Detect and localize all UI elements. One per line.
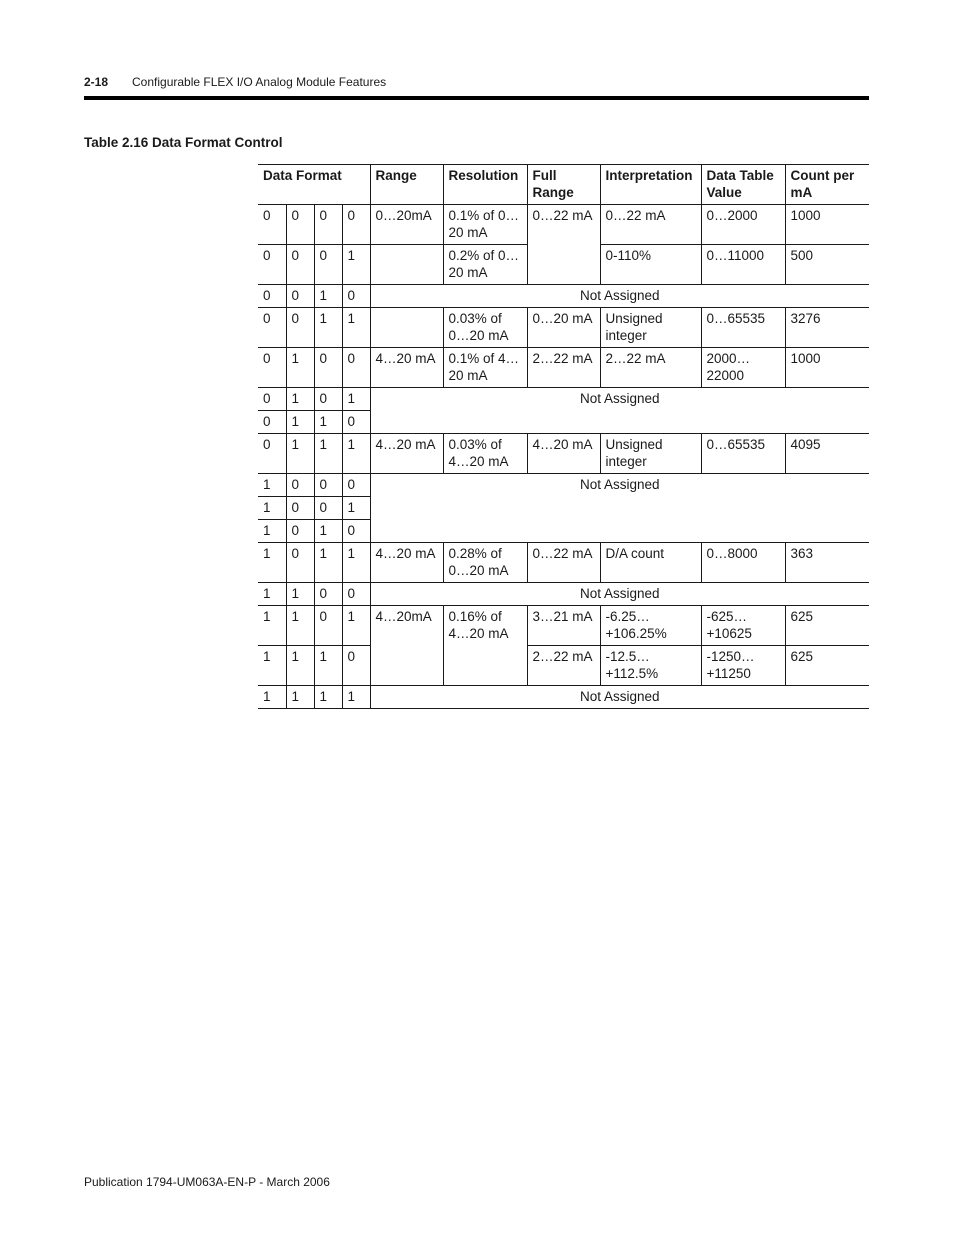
data-table-value-cell: 2000… 22000 <box>701 348 785 388</box>
bit-cell: 1 <box>286 646 314 686</box>
resolution-cell: 0.1% of 4…20 mA <box>443 348 527 388</box>
col-header-data-table-value: Data Table Value <box>701 165 785 205</box>
bit-cell: 0 <box>342 646 370 686</box>
interpretation-cell: 0…22 mA <box>600 205 701 245</box>
interpretation-cell: Unsigned integer <box>600 308 701 348</box>
bit-cell: 1 <box>286 434 314 474</box>
table-row <box>258 606 869 646</box>
bit-cell: 1 <box>314 686 342 709</box>
bit-cell: 1 <box>258 606 286 646</box>
bit-cell: 1 <box>258 520 286 543</box>
interpretation-cell: D/A count <box>600 543 701 583</box>
count-cell: 1000 <box>785 205 869 245</box>
data-table-value-cell: 0…65535 <box>701 434 785 474</box>
range-cell <box>370 245 443 285</box>
bit-cell: 0 <box>258 434 286 474</box>
data-table-value-cell: -625… +10625 <box>701 606 785 646</box>
range-cell: 4…20 mA <box>370 543 443 583</box>
resolution-cell: 0.1% of 0…20 mA <box>443 205 527 245</box>
data-table-value-cell: -1250… +11250 <box>701 646 785 686</box>
bit-cell: 0 <box>342 474 370 497</box>
page-footer: Publication 1794-UM063A-EN-P - March 2006 <box>84 1175 330 1189</box>
header-rule <box>84 96 869 100</box>
col-header-full-range: Full Range <box>527 165 600 205</box>
bit-cell: 1 <box>314 646 342 686</box>
bit-cell: 1 <box>286 583 314 606</box>
table-row <box>258 388 869 411</box>
data-table-value-cell: 0…11000 <box>701 245 785 285</box>
data-format-table-container <box>258 164 869 709</box>
bit-cell: 1 <box>314 543 342 583</box>
bit-cell: 0 <box>258 411 286 434</box>
interpretation-cell: 2…22 mA <box>600 348 701 388</box>
full-range-cell: 2…22 mA <box>527 348 600 388</box>
resolution-cell: 0.03% of 4…20 mA <box>443 434 527 474</box>
bit-cell: 1 <box>258 497 286 520</box>
bit-cell: 1 <box>258 686 286 709</box>
bit-cell: 0 <box>286 205 314 245</box>
table-row <box>258 348 869 388</box>
col-header-interpretation: Interpretation <box>600 165 701 205</box>
bit-cell: 0 <box>286 543 314 583</box>
table-row <box>258 285 869 308</box>
count-cell: 363 <box>785 543 869 583</box>
full-range-cell: 2…22 mA <box>527 646 600 686</box>
col-header-range: Range <box>370 165 443 205</box>
col-header-data-format: Data Format <box>258 165 370 205</box>
table-row <box>258 308 869 348</box>
not-assigned-cell: Not Assigned <box>370 583 869 606</box>
bit-cell: 0 <box>286 245 314 285</box>
bit-cell: 1 <box>314 308 342 348</box>
bit-cell: 0 <box>314 497 342 520</box>
not-assigned-cell: Not Assigned <box>370 285 869 308</box>
range-cell: 4…20 mA <box>370 434 443 474</box>
bit-cell: 0 <box>286 497 314 520</box>
bit-cell: 1 <box>342 308 370 348</box>
bit-cell: 1 <box>258 646 286 686</box>
table-row <box>258 646 869 686</box>
count-cell: 1000 <box>785 348 869 388</box>
table-row <box>258 686 869 709</box>
bit-cell: 0 <box>342 348 370 388</box>
header-title: Configurable FLEX I/O Analog Module Features <box>132 75 387 89</box>
page-header <box>84 73 869 91</box>
bit-cell: 1 <box>286 348 314 388</box>
bit-cell: 0 <box>258 285 286 308</box>
resolution-cell: 0.2% of 0…20 mA <box>443 245 527 285</box>
bit-cell: 0 <box>314 388 342 411</box>
resolution-cell: 0.16% of 4…20 mA <box>443 606 527 686</box>
full-range-cell: 0…22 mA <box>527 543 600 583</box>
not-assigned-cell: Not Assigned <box>370 388 869 434</box>
count-cell: 3276 <box>785 308 869 348</box>
range-cell: 4…20mA <box>370 606 443 686</box>
bit-cell: 1 <box>342 606 370 646</box>
table-caption: Table 2.16 Data Format Control <box>84 135 283 150</box>
range-cell: 4…20 mA <box>370 348 443 388</box>
table-row <box>258 205 869 245</box>
col-header-resolution: Resolution <box>443 165 527 205</box>
bit-cell: 0 <box>314 474 342 497</box>
count-cell: 4095 <box>785 434 869 474</box>
full-range-cell: 4…20 mA <box>527 434 600 474</box>
table-row <box>258 543 869 583</box>
bit-cell: 1 <box>258 543 286 583</box>
not-assigned-cell: Not Assigned <box>370 686 869 709</box>
bit-cell: 1 <box>286 411 314 434</box>
bit-cell: 0 <box>342 411 370 434</box>
table-row <box>258 434 869 474</box>
range-cell <box>370 308 443 348</box>
count-cell: 625 <box>785 606 869 646</box>
bit-cell: 1 <box>342 543 370 583</box>
range-cell: 0…20mA <box>370 205 443 245</box>
bit-cell: 1 <box>314 520 342 543</box>
bit-cell: 0 <box>342 520 370 543</box>
interpretation-cell: Unsigned integer <box>600 434 701 474</box>
bit-cell: 0 <box>314 205 342 245</box>
bit-cell: 1 <box>286 686 314 709</box>
bit-cell: 0 <box>314 245 342 285</box>
bit-cell: 0 <box>258 245 286 285</box>
full-range-cell: 3…21 mA <box>527 606 600 646</box>
bit-cell: 1 <box>342 434 370 474</box>
bit-cell: 0 <box>258 388 286 411</box>
data-table-value-cell: 0…65535 <box>701 308 785 348</box>
table-header-row <box>258 165 869 205</box>
bit-cell: 0 <box>286 308 314 348</box>
bit-cell: 1 <box>342 497 370 520</box>
data-table-value-cell: 0…2000 <box>701 205 785 245</box>
bit-cell: 1 <box>342 388 370 411</box>
bit-cell: 1 <box>286 388 314 411</box>
not-assigned-cell: Not Assigned <box>370 474 869 543</box>
bit-cell: 0 <box>286 285 314 308</box>
bit-cell: 0 <box>286 520 314 543</box>
bit-cell: 1 <box>342 245 370 285</box>
data-format-table <box>258 164 869 709</box>
bit-cell: 0 <box>258 308 286 348</box>
bit-cell: 1 <box>314 285 342 308</box>
col-header-count-per-ma: Count per mA <box>785 165 869 205</box>
bit-cell: 1 <box>342 686 370 709</box>
bit-cell: 0 <box>258 205 286 245</box>
interpretation-cell: -6.25… +106.25% <box>600 606 701 646</box>
table-row <box>258 474 869 497</box>
bit-cell: 0 <box>342 285 370 308</box>
bit-cell: 0 <box>342 205 370 245</box>
interpretation-cell: 0-110% <box>600 245 701 285</box>
bit-cell: 1 <box>314 434 342 474</box>
full-range-cell: 0…20 mA <box>527 308 600 348</box>
table-row <box>258 583 869 606</box>
interpretation-cell: -12.5… +112.5% <box>600 646 701 686</box>
bit-cell: 0 <box>314 606 342 646</box>
bit-cell: 0 <box>314 348 342 388</box>
bit-cell: 0 <box>314 583 342 606</box>
bit-cell: 1 <box>286 606 314 646</box>
full-range-cell: 0…22 mA <box>527 205 600 285</box>
bit-cell: 0 <box>342 583 370 606</box>
resolution-cell: 0.03% of 0…20 mA <box>443 308 527 348</box>
bit-cell: 0 <box>258 348 286 388</box>
resolution-cell: 0.28% of 0…20 mA <box>443 543 527 583</box>
page-number: 2-18 <box>84 75 109 89</box>
bit-cell: 1 <box>314 411 342 434</box>
data-table-value-cell: 0…8000 <box>701 543 785 583</box>
bit-cell: 1 <box>258 474 286 497</box>
bit-cell: 0 <box>286 474 314 497</box>
count-cell: 625 <box>785 646 869 686</box>
bit-cell: 1 <box>258 583 286 606</box>
count-cell: 500 <box>785 245 869 285</box>
